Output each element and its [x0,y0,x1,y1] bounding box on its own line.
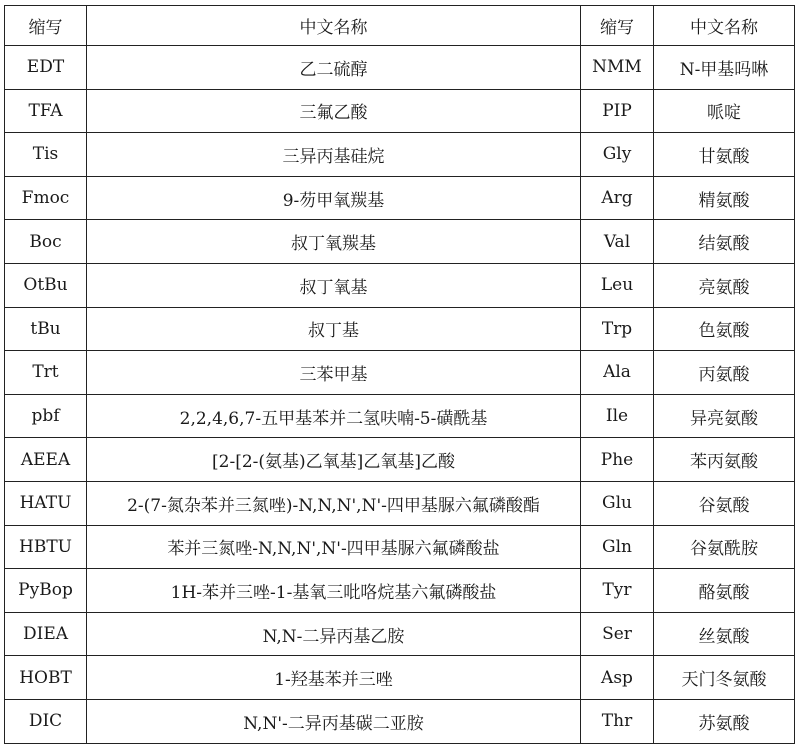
name-left-cell: 1H-苯并三唑-1-基氧三吡咯烷基六氟磷酸盐 [87,569,581,613]
abbr-left-cell: tBu [5,307,87,351]
name-right-cell: 丝氨酸 [654,612,795,656]
name-right-cell: 谷氨酸 [654,481,795,525]
name-right-cell: 谷氨酰胺 [654,525,795,569]
abbr-left-cell: DIEA [5,612,87,656]
abbr-right-cell: Leu [581,263,654,307]
table-row [5,438,795,482]
abbr-left-cell: Fmoc [5,176,87,220]
header-abbr-left: 缩写 [5,6,87,46]
name-right-cell: 苏氨酸 [654,699,795,743]
abbr-right-cell: Tyr [581,569,654,613]
table-row [5,133,795,177]
abbr-right-cell: Ser [581,612,654,656]
name-left-cell: [2-[2-(氨基)乙氧基]乙氧基]乙酸 [87,438,581,482]
header-row [5,6,795,46]
name-right-cell: 异亮氨酸 [654,394,795,438]
name-left-cell: 9-芴甲氧羰基 [87,176,581,220]
abbr-left-cell: HATU [5,481,87,525]
abbr-right-cell: Val [581,220,654,264]
name-right-cell: 苯丙氨酸 [654,438,795,482]
abbr-right-cell: NMM [581,46,654,90]
abbr-left-cell: EDT [5,46,87,90]
abbr-left-cell: PyBop [5,569,87,613]
abbreviation-table [4,5,795,744]
abbr-left-cell: Trt [5,351,87,395]
table-row [5,263,795,307]
name-left-cell: 2,2,4,6,7-五甲基苯并二氢呋喃-5-磺酰基 [87,394,581,438]
abbr-left-cell: OtBu [5,263,87,307]
table-row [5,46,795,90]
name-left-cell: 2-(7-氮杂苯并三氮唑)-N,N,N',N'-四甲基脲六氟磷酸酯 [87,481,581,525]
table-row [5,307,795,351]
name-left-cell: N,N-二异丙基乙胺 [87,612,581,656]
name-left-cell: 1-羟基苯并三唑 [87,656,581,700]
name-left-cell: N,N'-二异丙基碳二亚胺 [87,699,581,743]
name-right-cell: 甘氨酸 [654,133,795,177]
name-left-cell: 苯并三氮唑-N,N,N',N'-四甲基脲六氟磷酸盐 [87,525,581,569]
table-row [5,220,795,264]
name-right-cell: 结氨酸 [654,220,795,264]
table-row [5,569,795,613]
name-left-cell: 三异丙基硅烷 [87,133,581,177]
abbr-right-cell: Ala [581,351,654,395]
abbr-right-cell: Ile [581,394,654,438]
abbr-right-cell: Trp [581,307,654,351]
name-right-cell: 精氨酸 [654,176,795,220]
name-right-cell: N-甲基吗啉 [654,46,795,90]
table-row [5,699,795,743]
header-name-right: 中文名称 [654,6,795,46]
name-right-cell: 丙氨酸 [654,351,795,395]
table-row [5,394,795,438]
name-left-cell: 乙二硫醇 [87,46,581,90]
name-right-cell: 色氨酸 [654,307,795,351]
abbr-left-cell: TFA [5,89,87,133]
name-left-cell: 叔丁氧基 [87,263,581,307]
abbr-right-cell: Gln [581,525,654,569]
abbr-left-cell: pbf [5,394,87,438]
table-row [5,481,795,525]
name-left-cell: 叔丁基 [87,307,581,351]
table-row [5,525,795,569]
table-row [5,656,795,700]
name-left-cell: 三氟乙酸 [87,89,581,133]
table-row [5,89,795,133]
abbr-left-cell: Tis [5,133,87,177]
header-abbr-right: 缩写 [581,6,654,46]
name-right-cell: 酪氨酸 [654,569,795,613]
table-row [5,351,795,395]
table-row [5,176,795,220]
table-header [5,6,795,46]
abbr-right-cell: Arg [581,176,654,220]
name-left-cell: 三苯甲基 [87,351,581,395]
abbr-left-cell: HOBT [5,656,87,700]
abbr-right-cell: Phe [581,438,654,482]
table-row [5,612,795,656]
abbr-left-cell: HBTU [5,525,87,569]
abbr-right-cell: Thr [581,699,654,743]
name-right-cell: 天门冬氨酸 [654,656,795,700]
abbr-right-cell: Gly [581,133,654,177]
abbr-right-cell: Asp [581,656,654,700]
abbr-right-cell: Glu [581,481,654,525]
name-left-cell: 叔丁氧羰基 [87,220,581,264]
abbr-left-cell: Boc [5,220,87,264]
name-right-cell: 亮氨酸 [654,263,795,307]
abbr-left-cell: DIC [5,699,87,743]
abbr-left-cell: AEEA [5,438,87,482]
name-right-cell: 哌啶 [654,89,795,133]
abbr-right-cell: PIP [581,89,654,133]
header-name-left: 中文名称 [87,6,581,46]
table-body [5,46,795,744]
